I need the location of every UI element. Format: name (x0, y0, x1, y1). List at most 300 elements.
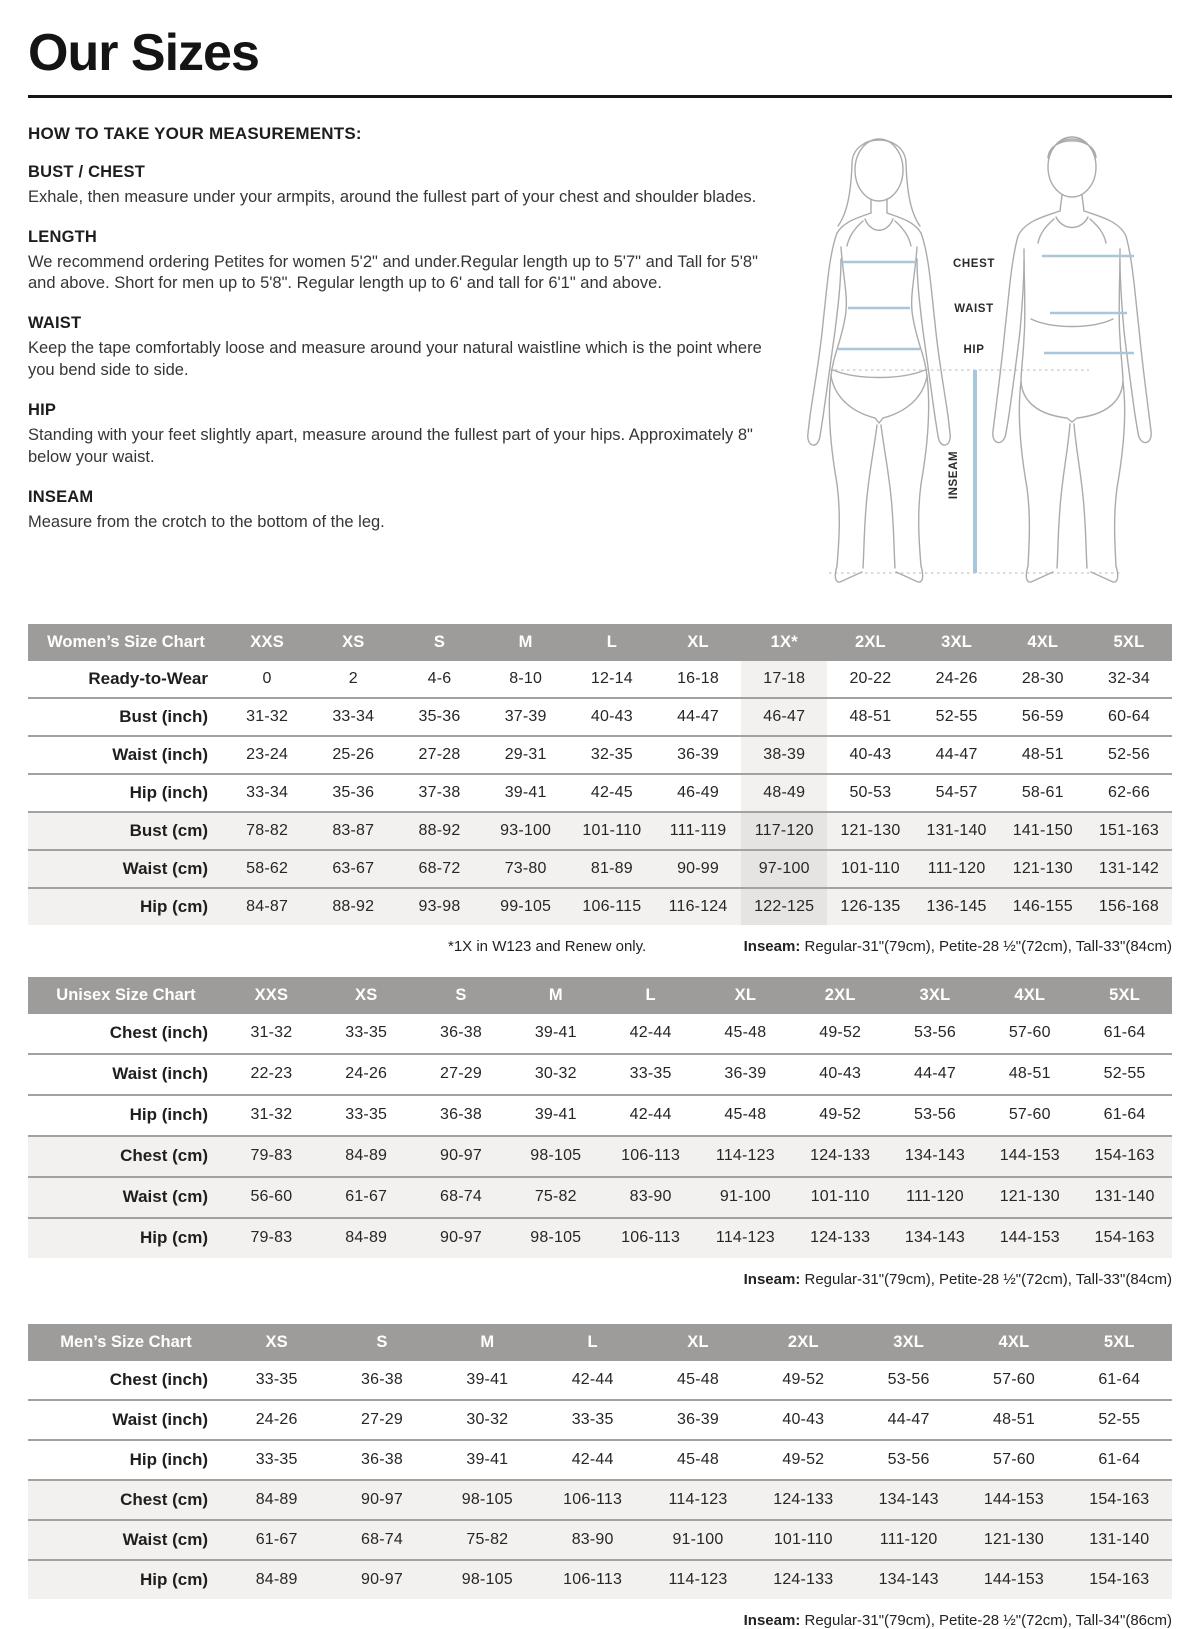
row-label: Hip (inch) (129, 1105, 208, 1125)
size-value-cell: 83-87 (332, 821, 375, 839)
size-column-header: 4XL (998, 1332, 1030, 1351)
size-chart-title: Unisex Size Chart (56, 985, 196, 1004)
inseam-note-label: Inseam: (743, 1611, 801, 1629)
unisex-size-chart (28, 977, 1172, 1258)
size-column-header: XL (734, 985, 757, 1004)
mens-chart-notes (28, 1612, 1172, 1629)
size-value-cell: 36-38 (361, 1450, 403, 1468)
inseam-note-label: Inseam: (743, 937, 801, 955)
size-value-cell: 44-47 (914, 1065, 956, 1083)
size-value-cell: 22-23 (250, 1065, 293, 1083)
size-chart-row (28, 1479, 1172, 1519)
size-value-cell: 111-120 (879, 1530, 938, 1548)
size-value-cell: 116-124 (668, 897, 728, 915)
size-chart-row (28, 849, 1172, 887)
size-value-cell: 39-41 (504, 783, 547, 801)
size-value-cell: 78-82 (246, 821, 289, 839)
size-value-cell: 57-60 (1008, 1106, 1051, 1124)
row-label: Chest (inch) (109, 1369, 208, 1389)
size-column-header: 5XL (1103, 1332, 1135, 1351)
inseam-label: INSEAM (948, 450, 960, 499)
size-value-cell: 33-35 (345, 1106, 388, 1124)
size-value-cell: 30-32 (466, 1410, 509, 1428)
section-body: Standing with your feet slightly apart, measure around the fullest part of your hips. Approximately 8" below your waist. (28, 426, 753, 467)
size-column-header: 3XL (893, 1332, 925, 1351)
size-value-cell: 33-35 (571, 1410, 614, 1428)
size-value-cell: 45-48 (677, 1370, 719, 1388)
size-column-header: 2XL (854, 632, 886, 651)
size-value-cell: 33-34 (332, 707, 375, 725)
size-value-cell: 24-26 (345, 1065, 388, 1083)
size-chart-row (28, 661, 1172, 697)
size-value-cell: 27-29 (361, 1410, 403, 1428)
size-value-cell: 154-163 (1089, 1570, 1150, 1588)
size-value-cell: 36-39 (677, 1410, 719, 1428)
size-value-cell: 90-99 (677, 859, 719, 877)
row-label: Chest (inch) (109, 1023, 208, 1043)
size-value-cell: 134-143 (904, 1147, 966, 1165)
size-value-cell: 25-26 (332, 745, 375, 763)
size-value-cell: 88-92 (332, 897, 375, 915)
size-value-cell: 45-48 (677, 1450, 719, 1468)
size-value-cell: 24-26 (255, 1410, 298, 1428)
size-value-cell: 61-64 (1103, 1106, 1146, 1124)
womens-chart-notes (28, 938, 1172, 955)
size-value-cell: 124-133 (773, 1490, 834, 1508)
size-column-header: S (433, 632, 446, 651)
mens-size-chart (28, 1324, 1172, 1599)
size-value-cell: 53-56 (914, 1106, 956, 1124)
size-value-cell: 90-97 (440, 1147, 482, 1165)
size-value-cell: 111-120 (927, 859, 986, 877)
size-value-cell: 75-82 (534, 1188, 577, 1206)
size-value-cell: 144-153 (999, 1147, 1060, 1165)
size-value-cell: 38-39 (741, 737, 827, 773)
page-title: Our Sizes (28, 24, 259, 82)
size-value-cell: 62-66 (1108, 783, 1150, 801)
size-value-cell: 56-59 (1021, 707, 1064, 725)
row-label: Hip (cm) (140, 896, 208, 916)
size-value-cell: 90-97 (440, 1229, 482, 1247)
size-value-cell: 52-56 (1108, 745, 1150, 763)
section-inseam (28, 488, 776, 534)
size-value-cell: 75-82 (466, 1530, 509, 1548)
section-heading: HIP (28, 401, 57, 420)
size-value-cell: 20-22 (849, 669, 892, 687)
section-heading: BUST / CHEST (28, 162, 145, 181)
size-value-cell: 12-14 (590, 669, 633, 687)
size-chart-header-row (28, 977, 1172, 1014)
inseam-note-text: Regular-31"(79cm), Petite-28 ½"(72cm), Tall-34"(86cm) (800, 1611, 1172, 1629)
size-chart-row (28, 1094, 1172, 1135)
size-value-cell: 4-6 (427, 669, 452, 687)
size-value-cell: 42-44 (629, 1106, 672, 1124)
size-chart-row (28, 735, 1172, 773)
section-heading: LENGTH (28, 227, 98, 246)
size-value-cell: 156-168 (1098, 897, 1160, 915)
size-value-cell: 8-10 (509, 669, 543, 687)
size-value-cell: 33-35 (345, 1024, 388, 1042)
section-waist (28, 314, 776, 382)
womens-size-chart (28, 624, 1172, 925)
size-value-cell: 63-67 (332, 859, 375, 877)
size-value-cell: 36-39 (724, 1065, 767, 1083)
size-value-cell: 48-49 (741, 775, 827, 811)
size-value-cell: 106-113 (563, 1490, 623, 1508)
size-value-cell: 124-133 (810, 1229, 871, 1247)
size-value-cell: 42-45 (590, 783, 633, 801)
size-value-cell: 40-43 (782, 1410, 825, 1428)
size-column-header: M (480, 1332, 495, 1351)
size-value-cell: 44-47 (677, 707, 719, 725)
size-value-cell: 42-44 (629, 1024, 672, 1042)
size-value-cell: 17-18 (741, 661, 827, 697)
size-value-cell: 144-153 (999, 1229, 1060, 1247)
size-value-cell: 111-119 (669, 821, 727, 839)
measurement-instructions-section (28, 120, 1172, 598)
size-value-cell: 84-87 (246, 897, 289, 915)
size-column-header: L (587, 1332, 598, 1351)
size-value-cell: 40-43 (849, 745, 892, 763)
size-chart-row (28, 887, 1172, 925)
size-value-cell: 91-100 (672, 1530, 724, 1548)
size-value-cell: 31-32 (246, 707, 289, 725)
size-value-cell: 52-55 (1103, 1065, 1146, 1083)
body-measurement-diagram (782, 120, 1174, 598)
size-value-cell: 90-97 (361, 1570, 403, 1588)
size-value-cell: 36-38 (361, 1370, 403, 1388)
size-value-cell: 57-60 (993, 1370, 1035, 1388)
title-divider (28, 95, 1172, 98)
size-value-cell: 134-143 (878, 1570, 939, 1588)
size-value-cell: 29-31 (504, 745, 547, 763)
size-chart-row (28, 773, 1172, 811)
size-column-header: L (606, 632, 617, 651)
row-label: Hip (cm) (140, 1569, 208, 1589)
size-value-cell: 121-130 (1012, 859, 1073, 877)
size-value-cell: 81-89 (590, 859, 633, 877)
size-value-cell: 61-64 (1098, 1450, 1141, 1468)
inseam-note-text: Regular-31"(79cm), Petite-28 ½"(72cm), Tall-33"(84cm) (800, 937, 1172, 955)
size-column-header: 2XL (787, 1332, 819, 1351)
size-value-cell: 141-150 (1012, 821, 1073, 839)
size-value-cell: 37-39 (504, 707, 547, 725)
unisex-inseam-note (744, 1271, 1172, 1288)
size-value-cell: 117-120 (741, 813, 827, 849)
size-value-cell: 122-125 (741, 889, 827, 925)
size-chart-row (28, 1361, 1172, 1399)
size-column-header: 1X* (770, 632, 798, 651)
size-value-cell: 101-110 (840, 859, 900, 877)
inseam-note-text: Regular-31"(79cm), Petite-28 ½"(72cm), Tall-33"(84cm) (800, 1270, 1172, 1288)
size-column-header: L (645, 985, 656, 1004)
size-value-cell: 39-41 (534, 1106, 577, 1124)
inseam-note-label: Inseam: (743, 1270, 801, 1288)
row-label: Hip (cm) (140, 1228, 208, 1248)
measurement-figure (776, 120, 1174, 598)
size-chart-row (28, 1135, 1172, 1176)
size-value-cell: 53-56 (887, 1450, 930, 1468)
size-value-cell: 121-130 (999, 1188, 1060, 1206)
size-guide-page (0, 24, 1200, 1629)
section-body: We recommend ordering Petites for women 5'2" and under.Regular length up to 5'7" and Tall for 5'8" and above. Short for men up to 5'8". Regular length up to 6' and tall for 6'1" and above. (28, 252, 758, 293)
section-bust-chest (28, 163, 776, 209)
size-value-cell: 98-105 (461, 1490, 513, 1508)
size-value-cell: 35-36 (332, 783, 375, 801)
size-value-cell: 106-113 (621, 1229, 681, 1247)
size-value-cell: 73-80 (504, 859, 547, 877)
row-label: Waist (cm) (122, 1187, 208, 1207)
size-chart-row (28, 697, 1172, 735)
size-value-cell: 58-61 (1021, 783, 1064, 801)
size-value-cell: 101-110 (773, 1530, 833, 1548)
how-to-heading: HOW TO TAKE YOUR MEASUREMENTS: (28, 123, 362, 143)
size-value-cell: 36-39 (677, 745, 719, 763)
size-chart-row (28, 1559, 1172, 1599)
size-value-cell: 84-89 (255, 1570, 298, 1588)
section-body: Exhale, then measure under your armpits, around the fullest part of your chest and shoulder blades. (28, 187, 757, 206)
size-value-cell: 39-41 (466, 1370, 509, 1388)
size-chart-header-row (28, 1324, 1172, 1361)
size-value-cell: 42-44 (571, 1450, 614, 1468)
size-column-header: XXS (250, 632, 284, 651)
size-value-cell: 53-56 (887, 1370, 930, 1388)
section-body: Keep the tape comfortably loose and measure around your natural waistline which is the point where you bend side to side. (28, 339, 762, 380)
size-value-cell: 49-52 (819, 1024, 862, 1042)
size-value-cell: 114-123 (715, 1147, 775, 1165)
size-value-cell: 49-52 (782, 1370, 825, 1388)
mens-inseam-note (744, 1612, 1172, 1629)
size-value-cell: 68-74 (440, 1188, 482, 1206)
size-value-cell: 48-51 (849, 707, 892, 725)
size-value-cell: 98-105 (461, 1570, 513, 1588)
size-column-header: 2XL (824, 985, 856, 1004)
row-label: Hip (inch) (129, 1449, 208, 1469)
size-value-cell: 33-34 (246, 783, 289, 801)
size-column-header: 3XL (941, 632, 973, 651)
section-body: Measure from the crotch to the bottom of the leg. (28, 513, 385, 532)
man-figure-outline (993, 137, 1151, 582)
size-column-header: S (455, 985, 467, 1004)
size-value-cell: 154-163 (1094, 1229, 1155, 1247)
size-value-cell: 50-53 (849, 783, 892, 801)
size-column-header: M (548, 985, 563, 1004)
row-label: Waist (inch) (112, 1064, 208, 1084)
chest-label: CHEST (953, 257, 995, 270)
size-value-cell: 131-142 (1098, 859, 1160, 877)
size-value-cell: 33-35 (255, 1450, 298, 1468)
size-value-cell: 61-67 (345, 1188, 388, 1206)
size-value-cell: 54-57 (935, 783, 978, 801)
size-value-cell: 37-38 (418, 783, 461, 801)
size-value-cell: 131-140 (926, 821, 987, 839)
row-label: Bust (cm) (129, 820, 208, 840)
size-value-cell: 57-60 (993, 1450, 1035, 1468)
size-value-cell: 83-90 (571, 1530, 614, 1548)
size-value-cell: 151-163 (1098, 821, 1160, 839)
size-column-header: XL (687, 632, 709, 651)
size-value-cell: 45-48 (724, 1106, 767, 1124)
size-chart-row (28, 811, 1172, 849)
size-value-cell: 48-51 (1008, 1065, 1051, 1083)
size-value-cell: 93-100 (500, 821, 552, 839)
instructions-text-column (28, 120, 776, 598)
size-value-cell: 60-64 (1108, 707, 1150, 725)
size-value-cell: 154-163 (1089, 1490, 1150, 1508)
size-value-cell: 121-130 (983, 1530, 1045, 1548)
size-value-cell: 48-51 (993, 1410, 1035, 1428)
size-value-cell: 42-44 (571, 1370, 614, 1388)
size-column-header: XS (354, 985, 378, 1004)
row-label: Chest (cm) (120, 1489, 208, 1509)
size-value-cell: 114-123 (668, 1570, 728, 1588)
unisex-chart-notes (28, 1271, 1172, 1288)
size-value-cell: 124-133 (773, 1570, 834, 1588)
size-chart-title: Men’s Size Chart (60, 1332, 192, 1351)
size-column-header: 4XL (1027, 632, 1059, 651)
size-value-cell: 44-47 (887, 1410, 930, 1428)
size-value-cell: 134-143 (904, 1229, 966, 1247)
size-chart-row (28, 1399, 1172, 1439)
size-chart-row (28, 1439, 1172, 1479)
size-value-cell: 32-34 (1108, 669, 1150, 687)
size-value-cell: 40-43 (590, 707, 633, 725)
size-column-header: 5XL (1113, 632, 1145, 651)
size-value-cell: 33-35 (255, 1370, 298, 1388)
size-value-cell: 144-153 (983, 1570, 1045, 1588)
size-value-cell: 101-110 (810, 1188, 870, 1206)
size-value-cell: 23-24 (246, 745, 289, 763)
size-column-header: 5XL (1109, 985, 1140, 1004)
womens-inseam-note (744, 938, 1172, 955)
size-value-cell: 40-43 (819, 1065, 862, 1083)
size-column-header: XL (687, 1332, 709, 1351)
size-chart-row (28, 1217, 1172, 1258)
size-value-cell: 136-145 (926, 897, 987, 915)
size-value-cell: 131-140 (1089, 1530, 1150, 1548)
size-value-cell: 84-89 (345, 1229, 388, 1247)
size-value-cell: 99-105 (500, 897, 552, 915)
size-value-cell: 90-97 (361, 1490, 403, 1508)
size-value-cell: 106-113 (621, 1147, 681, 1165)
section-length (28, 228, 776, 296)
woman-figure-outline (808, 139, 950, 582)
row-label: Chest (cm) (120, 1146, 208, 1166)
size-column-header: M (518, 632, 533, 651)
size-value-cell: 2 (348, 669, 358, 687)
hip-label: HIP (963, 343, 985, 356)
size-chart-row (28, 1176, 1172, 1217)
size-value-cell: 79-83 (250, 1147, 293, 1165)
size-value-cell: 101-110 (582, 821, 642, 839)
size-value-cell: 28-30 (1021, 669, 1064, 687)
size-value-cell: 39-41 (466, 1450, 509, 1468)
size-value-cell: 31-32 (250, 1024, 293, 1042)
size-value-cell: 30-32 (534, 1065, 577, 1083)
size-value-cell: 61-64 (1103, 1024, 1146, 1042)
row-label: Waist (cm) (122, 1529, 208, 1549)
size-value-cell: 97-100 (741, 851, 827, 887)
section-hip (28, 401, 776, 469)
size-value-cell: 131-140 (1094, 1188, 1155, 1206)
size-value-cell: 36-38 (440, 1106, 482, 1124)
size-value-cell: 68-72 (418, 859, 461, 877)
size-value-cell: 88-92 (418, 821, 461, 839)
size-value-cell: 106-113 (563, 1570, 623, 1588)
size-value-cell: 144-153 (983, 1490, 1045, 1508)
size-chart-row (28, 1053, 1172, 1094)
size-value-cell: 24-26 (935, 669, 978, 687)
size-chart-row (28, 1519, 1172, 1559)
size-value-cell: 84-89 (345, 1147, 388, 1165)
size-value-cell: 98-105 (530, 1229, 582, 1247)
row-label: Waist (cm) (122, 858, 208, 878)
size-value-cell: 35-36 (418, 707, 461, 725)
size-value-cell: 126-135 (840, 897, 901, 915)
size-value-cell: 111-120 (906, 1188, 964, 1206)
size-value-cell: 46-47 (741, 699, 827, 735)
size-value-cell: 124-133 (810, 1147, 871, 1165)
size-value-cell: 52-55 (935, 707, 978, 725)
size-value-cell: 154-163 (1094, 1147, 1155, 1165)
womens-chart-footnote: *1X in W123 and Renew only. (448, 937, 647, 955)
size-column-header: S (376, 1332, 388, 1351)
size-value-cell: 46-49 (677, 783, 719, 801)
size-value-cell: 134-143 (878, 1490, 939, 1508)
size-value-cell: 68-74 (361, 1530, 403, 1548)
size-value-cell: 83-90 (629, 1188, 672, 1206)
size-value-cell: 121-130 (840, 821, 901, 839)
size-value-cell: 106-115 (582, 897, 642, 915)
size-value-cell: 79-83 (250, 1229, 293, 1247)
size-value-cell: 57-60 (1008, 1024, 1051, 1042)
size-value-cell: 58-62 (246, 859, 289, 877)
size-value-cell: 44-47 (935, 745, 978, 763)
size-value-cell: 31-32 (250, 1106, 293, 1124)
section-heading: WAIST (28, 314, 82, 333)
size-value-cell: 114-123 (715, 1229, 775, 1247)
size-chart-title: Women’s Size Chart (47, 632, 205, 651)
size-value-cell: 84-89 (255, 1490, 298, 1508)
size-value-cell: 32-35 (590, 745, 633, 763)
size-value-cell: 39-41 (534, 1024, 577, 1042)
size-value-cell: 48-51 (1021, 745, 1064, 763)
row-label: Bust (inch) (119, 706, 208, 726)
size-value-cell: 61-64 (1098, 1370, 1141, 1388)
size-value-cell: 56-60 (250, 1188, 293, 1206)
size-value-cell: 52-55 (1098, 1410, 1141, 1428)
size-value-cell: 36-38 (440, 1024, 482, 1042)
size-value-cell: 53-56 (914, 1024, 956, 1042)
waist-label: WAIST (954, 302, 994, 315)
row-label: Hip (inch) (129, 782, 208, 802)
size-value-cell: 49-52 (819, 1106, 862, 1124)
size-value-cell: 27-28 (418, 745, 461, 763)
row-label: Waist (inch) (112, 744, 208, 764)
row-label: Ready-to-Wear (88, 668, 208, 688)
size-value-cell: 146-155 (1012, 897, 1073, 915)
size-value-cell: 0 (262, 669, 272, 687)
size-value-cell: 114-123 (668, 1490, 728, 1508)
size-column-header: XXS (254, 985, 289, 1004)
size-value-cell: 33-35 (629, 1065, 672, 1083)
size-column-header: 3XL (919, 985, 951, 1004)
size-chart-header-row (28, 624, 1172, 661)
size-value-cell: 45-48 (724, 1024, 767, 1042)
size-column-header: 4XL (1014, 985, 1046, 1004)
size-value-cell: 61-67 (255, 1530, 298, 1548)
size-column-header: XS (265, 1332, 288, 1351)
